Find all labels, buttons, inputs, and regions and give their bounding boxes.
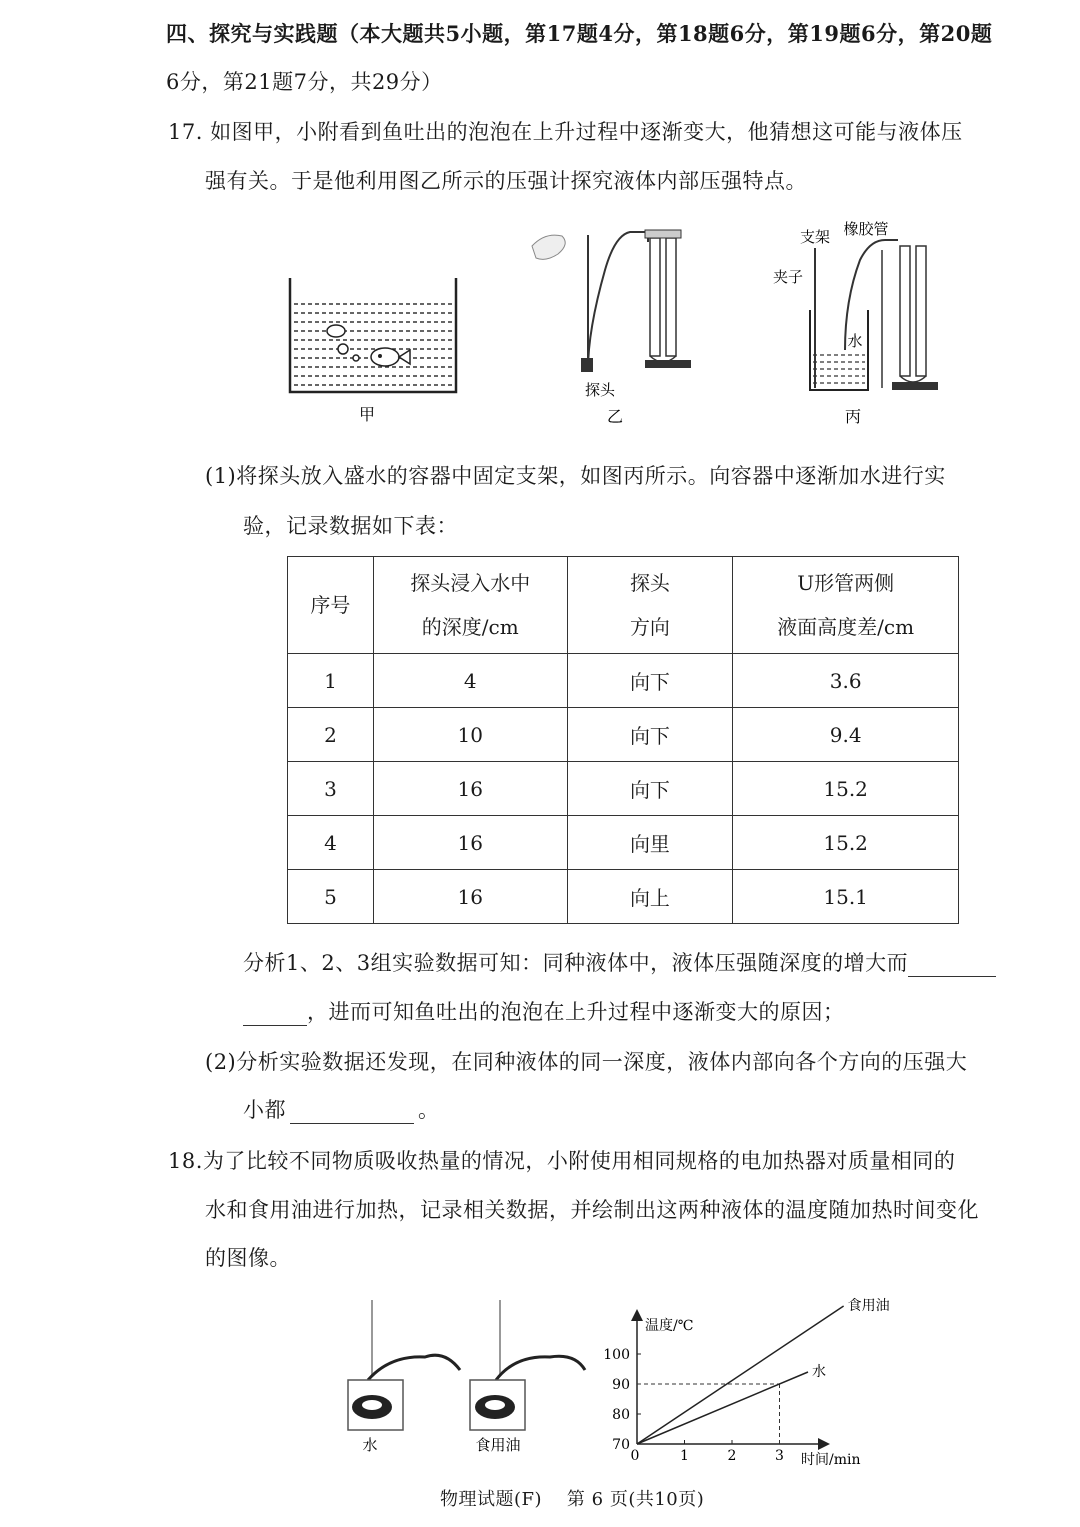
q17-part2-line2 [243,1094,440,1124]
header-height-diff: U形管两侧 液面高度差/cm [733,557,959,654]
y-tick-label: 90 [612,1377,630,1393]
cell-index: 5 [288,870,374,924]
oil-heater-icon [470,1300,585,1454]
analysis-text-cont: ，进而可知鱼吐出的泡泡在上升过程中逐渐变大的原因； [307,1000,845,1024]
fish-icon [371,348,399,366]
header-index: 序号 [288,557,374,654]
figure-jia [290,278,456,424]
q17-text-line2: 强有关。于是他利用图乙所示的压强计探究液体内部压强特点。 [205,169,807,193]
q18-temperature-chart [595,1290,890,1475]
figure-bing [773,220,938,426]
figure-yi [532,230,691,426]
probe-icon [581,358,593,372]
cell-height-diff: 15.1 [733,870,959,924]
cell-direction: 向上 [567,870,733,924]
analysis-text: 分析1、2、3组实验数据可知：同种液体中，液体压强随深度的增大而 [243,951,909,975]
cell-index: 3 [288,762,374,816]
q18-text-line1: 18.为了比较不同物质吸收热量的情况，小附使用相同规格的电加热器对质量相同的 [168,1149,956,1173]
q18-text-line2: 水和食用油进行加热，记录相关数据，并绘制出这两种液体的温度随加热时间变化 [205,1198,979,1222]
q18-heaters [330,1295,600,1465]
part2-suffix: 。 [418,1098,440,1122]
x-tick-label: 3 [775,1448,784,1464]
cell-direction: 向下 [567,654,733,708]
bubble-large [327,325,345,337]
cell-index: 2 [288,708,374,762]
cell-height-diff: 9.4 [733,708,959,762]
label-rubber-tube: 橡胶管 [843,220,889,238]
section-heading: 四、探究与实践题（本大题共5小题，第17题4分，第18题6分，第19题6分，第20题 [166,21,993,46]
header-depth: 探头浸入水中 的深度/cm [373,557,567,654]
table-row [288,708,959,762]
cell-depth: 10 [373,708,567,762]
label-jia: 甲 [358,405,376,424]
label-heater-oil: 食用油 [475,1436,521,1454]
bubble-small [353,355,359,361]
label-probe: 探头 [584,381,616,399]
answer-blank-1[interactable] [908,956,996,977]
series-line-water [637,1372,808,1444]
table-row [288,870,959,924]
cell-depth: 4 [373,654,567,708]
answer-blank-1-cont[interactable] [243,1005,307,1026]
part2-prefix: 小都 [243,1098,286,1122]
cell-index: 1 [288,654,374,708]
q17-analysis-line2 [243,996,845,1026]
cell-depth: 16 [373,870,567,924]
q17-figures [270,210,950,440]
cell-depth: 16 [373,762,567,816]
y-tick-label: 70 [612,1437,630,1453]
answer-blank-2[interactable] [290,1103,414,1124]
q17-part1-line2: 验，记录数据如下表： [243,514,458,538]
chart-y-axis-label: 温度/℃ [645,1318,694,1334]
label-yi: 乙 [606,407,624,426]
table-row [288,816,959,870]
label-clip: 夹子 [772,268,804,286]
cell-direction: 向下 [567,708,733,762]
table-row [288,762,959,816]
label-heater-water: 水 [362,1436,378,1454]
section-heading-cont: 6分，第21题7分，共29分） [166,70,443,94]
cell-depth: 16 [373,816,567,870]
water-heater-icon [348,1300,460,1454]
label-stand: 支架 [799,228,831,246]
cell-height-diff: 3.6 [733,654,959,708]
cell-height-diff: 15.2 [733,762,959,816]
q18-text-line3: 的图像。 [205,1246,291,1270]
label-water-bing: 水 [847,332,863,350]
header-direction: 探头 方向 [567,557,733,654]
series-label-water: 水 [812,1364,826,1380]
q17-part2-line1: (2)分析实验数据还发现，在同种液体的同一深度，液体内部向各个方向的压强大 [205,1050,968,1074]
y-tick-label: 100 [603,1347,630,1363]
cell-direction: 向下 [567,762,733,816]
q17-text-line1: 17. 如图甲，小附看到鱼吐出的泡泡在上升过程中逐渐变大，他猜想这可能与液体压 [168,120,963,144]
x-tick-label: 2 [727,1448,737,1464]
x-tick-label: 1 [680,1448,689,1464]
chart-x-axis-label: 时间/min [801,1452,861,1468]
table-header-row [288,557,959,654]
page-footer: 物理试题(F) 第 6 页(共10页) [440,1489,705,1510]
q17-data-table [287,556,959,924]
y-tick-label: 80 [612,1407,630,1423]
q17-part1-line1: (1)将探头放入盛水的容器中固定支架，如图丙所示。向容器中逐渐加水进行实 [205,464,946,488]
table-row [288,654,959,708]
x-tick-label: 0 [630,1448,640,1464]
series-label-oil: 食用油 [847,1298,890,1314]
cell-index: 4 [288,816,374,870]
bubble-medium [338,344,348,354]
q17-analysis-line1 [243,947,996,977]
cell-height-diff: 15.2 [733,816,959,870]
cell-direction: 向里 [567,816,733,870]
label-bing: 丙 [844,407,862,426]
